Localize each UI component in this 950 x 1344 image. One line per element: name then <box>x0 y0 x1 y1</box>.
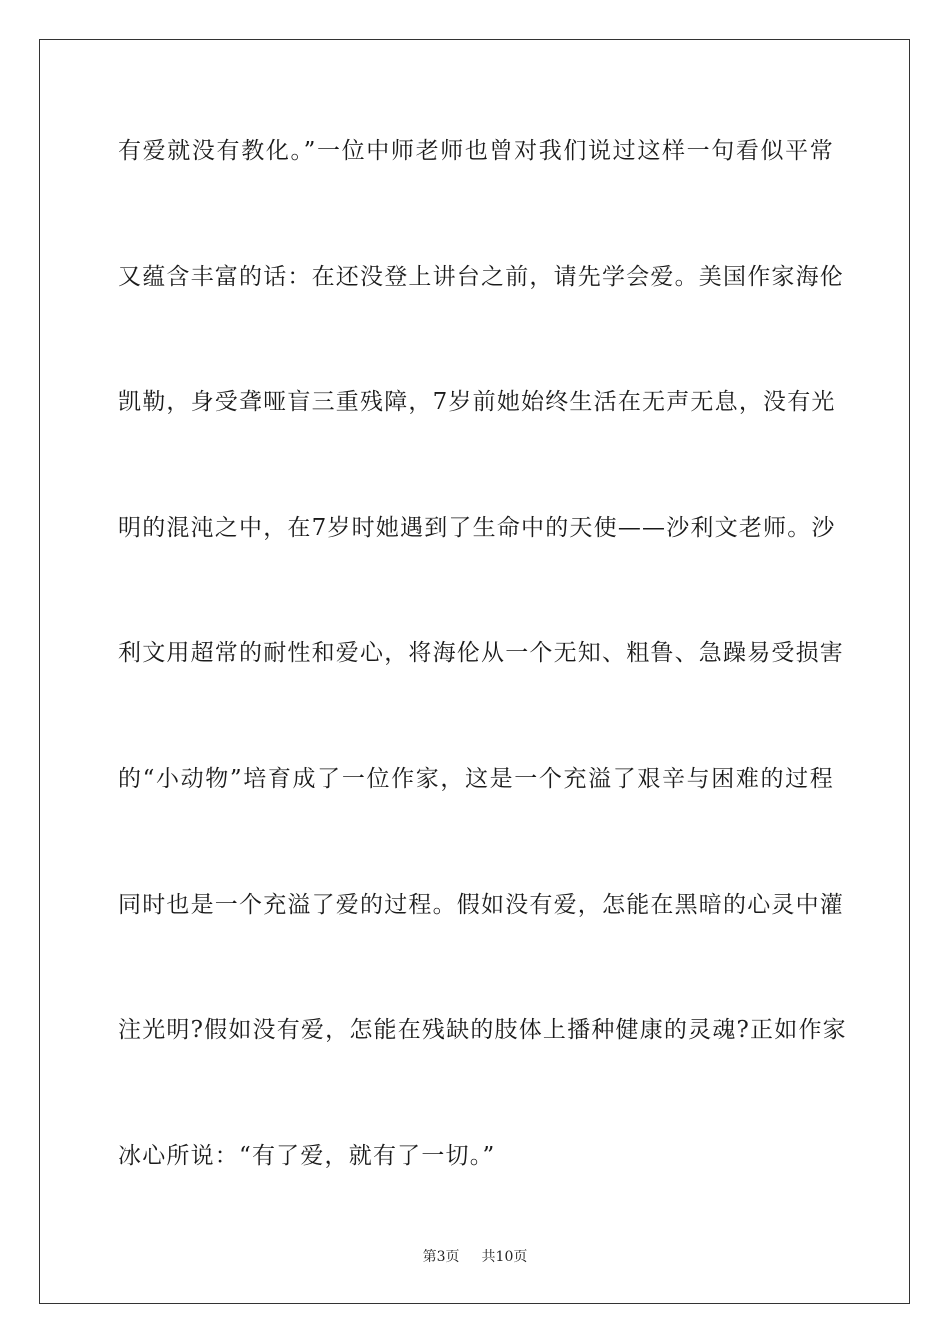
page-footer <box>0 1246 950 1266</box>
text-line: 利文用超常的耐性和爱心，将海伦从一个无知、粗鲁、急躁易受损害 <box>118 640 844 667</box>
text-line: 同时也是一个充溢了爱的过程。假如没有爱，怎能在黑暗的心灵中灌 <box>118 891 844 918</box>
page-total: 共10页 <box>481 1249 528 1265</box>
text-line: 的“小动物”培育成了一位作家，这是一个充溢了艰辛与困难的过程 <box>118 765 834 792</box>
text-line: 注光明?假如没有爱，怎能在残缺的肢体上播种健康的灵魂?正如作家 <box>118 1017 847 1044</box>
text-line: 凯勒，身受聋哑盲三重残障，7岁前她始终生活在无声无息，没有光 <box>118 389 836 416</box>
text-line: 又蕴含丰富的话：在还没登上讲台之前，请先学会爱。美国作家海伦 <box>118 263 844 290</box>
page-number: 第3页 <box>422 1249 460 1265</box>
document-body <box>118 126 847 1256</box>
text-line: 明的混沌之中，在7岁时她遇到了生命中的天使——沙利文老师。沙 <box>118 514 836 541</box>
text-line: 冰心所说：“有了爱，就有了一切。” <box>118 1142 496 1169</box>
text-line: 有爱就没有教化。”一位中师老师也曾对我们说过这样一句看似平常 <box>118 138 834 164</box>
